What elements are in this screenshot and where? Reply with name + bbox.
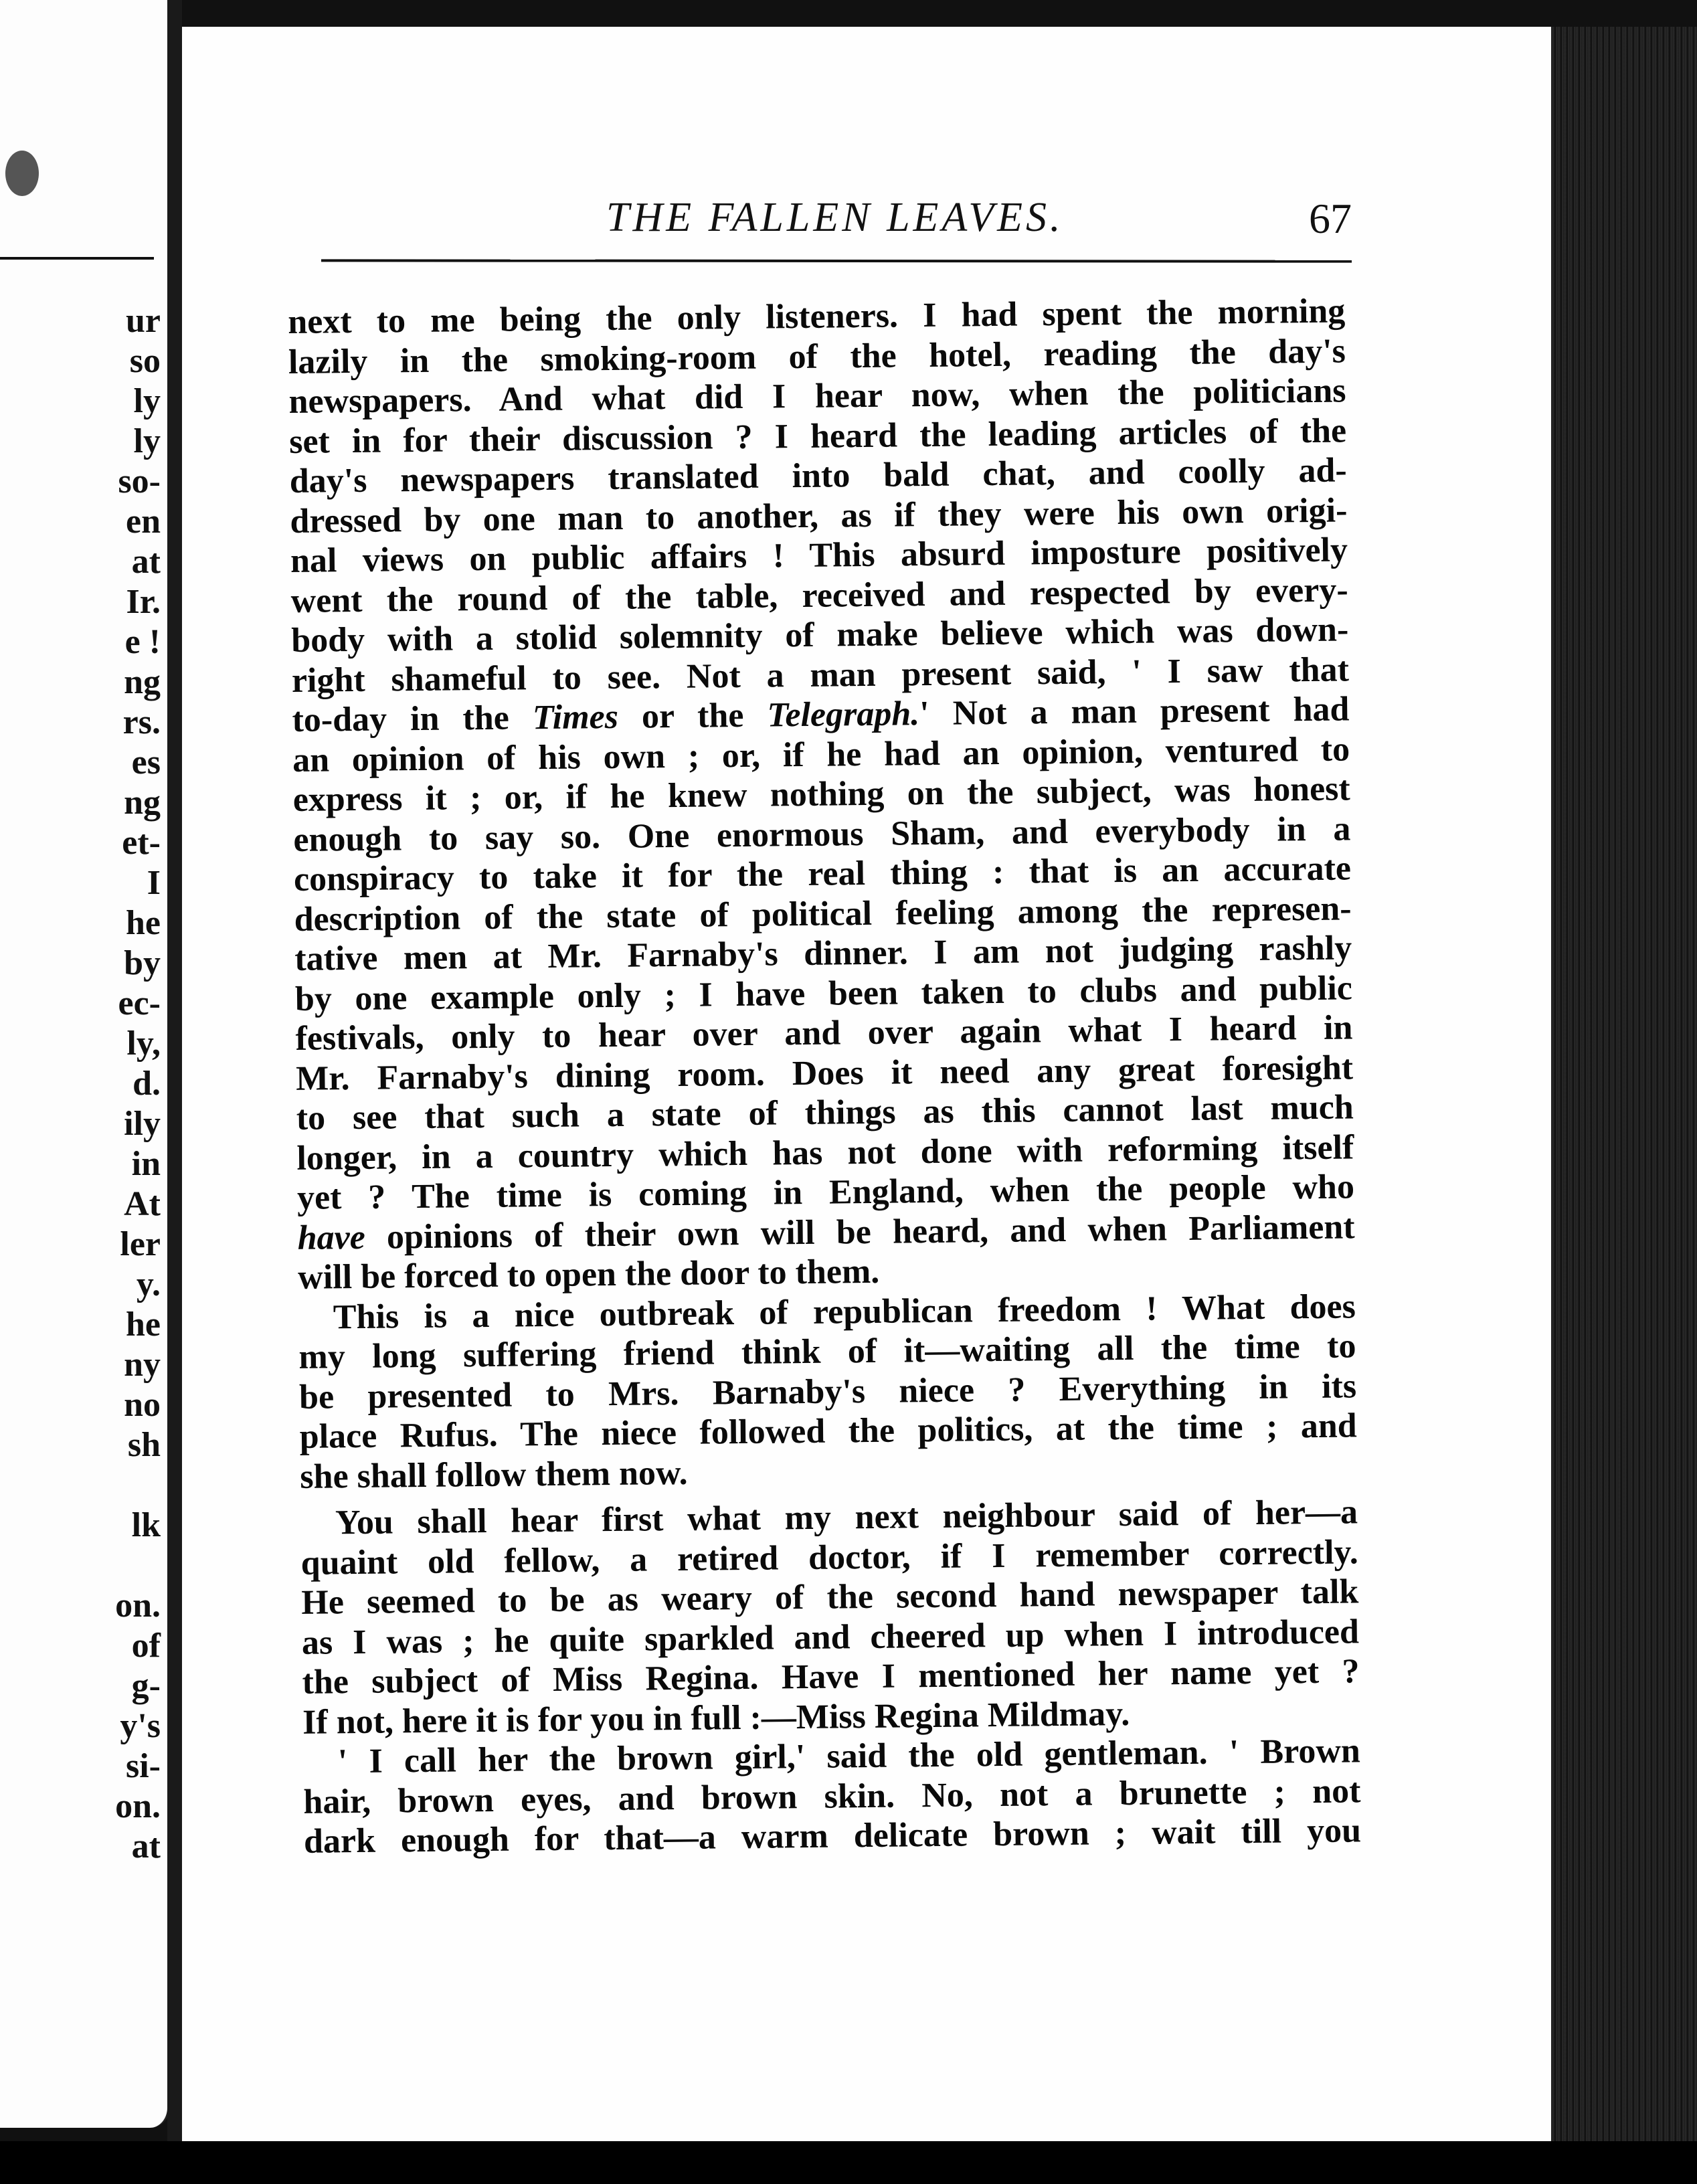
italic-text: Times [532, 697, 619, 737]
running-head [321, 187, 1352, 254]
ink-blot [5, 151, 39, 196]
left-page-fragment: ily [124, 1105, 161, 1143]
text-line: lazily in the smoking-room of the hotel, reading the day's [288, 331, 1346, 381]
text-line: description of the state of political feeling among the represen- [294, 889, 1352, 939]
left-page-fragment: in [131, 1145, 161, 1183]
left-page-fragment: d. [132, 1065, 161, 1103]
left-page-fragment: ur [126, 302, 161, 340]
text-line: right shameful to see. Not a man present said, ' I saw that [291, 650, 1350, 700]
text-line: enough to say so. One enormous Sham, and everybody in a [293, 809, 1351, 859]
text-line: You shall hear first what my next neighbour said of her—a [335, 1493, 1358, 1542]
left-page-edge [0, 0, 170, 2128]
text-line: This is a nice outbreak of republican freedom ! What does [333, 1287, 1356, 1336]
body-text [288, 291, 1361, 1861]
text-line: dressed by one man to another, as if they were his own origi- [290, 490, 1348, 541]
left-page-fragment: ng [124, 663, 161, 701]
text-line: an opinion of his own ; or, if he had an opinion, ventured to [292, 729, 1350, 780]
left-page-fragment: he [126, 904, 161, 942]
text-line: as I was ; he quite sparkled and cheered up when I introduced [301, 1612, 1360, 1662]
text-line: day's newspapers translated into bald chat, and coolly ad- [289, 451, 1348, 500]
text-line: dark enough for that—a warm delicate brown ; wait till you [303, 1811, 1362, 1861]
left-page-fragment: on. [115, 1787, 161, 1825]
text-line: be presented to Mrs. Barnaby's niece ? Everything in its [298, 1366, 1357, 1417]
line-segment: to-day in the [292, 699, 533, 739]
left-page-fragment [0, 1465, 161, 1506]
text-line: If not, here it is for you in full :—Miss Regina Mildmay. [302, 1694, 1130, 1742]
left-page-fragment: ly, [126, 1024, 161, 1063]
running-title: THE FALLEN LEAVES. [606, 195, 1064, 240]
text-line: next to me being the only listeners. I had spent the morning [288, 292, 1346, 341]
text-line: she shall follow them now. [300, 1453, 688, 1496]
left-page-fragment: et- [122, 824, 161, 862]
italic-text: Telegraph. [767, 695, 920, 735]
page-number: 67 [1309, 195, 1352, 242]
left-page-fragment: so- [118, 462, 161, 500]
line-segment: or the [618, 696, 768, 736]
left-page-fragment: ec- [118, 984, 161, 1022]
left-page-fragment: g- [131, 1667, 161, 1705]
text-line: yet ? The time is coming in England, when the people who [296, 1168, 1355, 1217]
line-segment: opinions of their own will be heard, and when Parliament [365, 1207, 1355, 1257]
text-line: the subject of Miss Regina. Have I mentioned her name yet ? [302, 1652, 1360, 1702]
text-line: Mr. Farnaby's dining room. Does it need any great foresight [295, 1048, 1354, 1098]
text-line: hair, brown eyes, and brown skin. No, not a brunette ; not [303, 1771, 1361, 1821]
left-page-fragment: of [131, 1627, 161, 1665]
left-page-fragment: rs. [122, 703, 161, 741]
left-page-fragment: es [131, 743, 161, 782]
text-line: festivals, only to hear over and over again what I heard in [295, 1008, 1353, 1058]
text-line: He seemed to be as weary of the second hand newspaper talk [301, 1572, 1359, 1622]
left-page-fragment: ng [124, 784, 161, 822]
left-page-fragment: on. [115, 1586, 161, 1625]
page-block-edges [1551, 27, 1697, 2184]
left-page-fragment: en [126, 503, 161, 541]
text-line: longer, in a country which has not done with reforming itself [296, 1127, 1354, 1178]
book-gutter [167, 0, 182, 2184]
text-line: express it ; or, if he knew nothing on the subject, was honest [292, 769, 1350, 819]
left-page-fragment: Ir. [126, 583, 161, 621]
text-line: my long suffering friend think of it—waiting all the time to [298, 1327, 1356, 1376]
left-page-fragment: ler [120, 1225, 161, 1263]
left-page-fragment: so [129, 342, 161, 380]
left-page-fragment: at [131, 543, 161, 581]
left-page-fragment: no [124, 1386, 161, 1424]
left-page-fragment: he [126, 1305, 161, 1344]
text-line: place Rufus. The niece followed the politics, at the time ; and [299, 1406, 1357, 1456]
left-page-fragment: ny [124, 1346, 161, 1384]
text-line: to see that such a state of things as this cannot last much [296, 1088, 1354, 1138]
left-page-fragment: y. [136, 1265, 161, 1303]
italic-text: have [297, 1218, 366, 1257]
text-line: tative men at Mr. Farnaby's dinner. I am not judging rashly [294, 929, 1352, 978]
left-page-fragment: At [124, 1185, 161, 1223]
text-line: set in for their discussion ? I heard the leading articles of the [288, 411, 1347, 461]
left-page-fragment: lk [131, 1506, 161, 1544]
left-page-fragment: ly [133, 422, 161, 460]
text-line: will be forced to open the door to them. [297, 1252, 880, 1297]
text-line: body with a stolid solemnity of make believe which was down- [290, 610, 1349, 660]
text-line: went the round of the table, received and respected by every- [290, 570, 1348, 620]
text-line: quaint old fellow, a retired doctor, if I remember correctly. [300, 1532, 1358, 1582]
text-line: by one example only ; I have been taken to clubs and public [294, 968, 1353, 1018]
scan-bottom-shadow [0, 2141, 1697, 2184]
left-page-fragment: I [147, 864, 161, 902]
text-line: nal views on public affairs ! This absurd imposture positively [290, 531, 1348, 580]
left-page-line-fragments [0, 301, 161, 1867]
left-page-fragment: y's [120, 1707, 161, 1745]
left-page-fragment: sh [127, 1426, 161, 1464]
left-page-fragment: at [131, 1827, 161, 1865]
left-page-header-rule [0, 257, 154, 260]
left-page-fragment [0, 1546, 161, 1586]
left-page-fragment: by [124, 944, 161, 982]
text-line: ' I call her the brown girl,' said the old gentleman. ' Brown [337, 1732, 1361, 1781]
line-segment: ' Not a man present had [919, 690, 1350, 733]
text-line: newspapers. And what did I hear now, when the politicians [288, 371, 1346, 421]
left-page-fragment: e ! [124, 623, 161, 661]
left-page-fragment: si- [126, 1747, 161, 1785]
text-line: conspiracy to take it for the real thing : that is an accurate [293, 849, 1352, 899]
left-page-fragment: ly [133, 382, 161, 420]
